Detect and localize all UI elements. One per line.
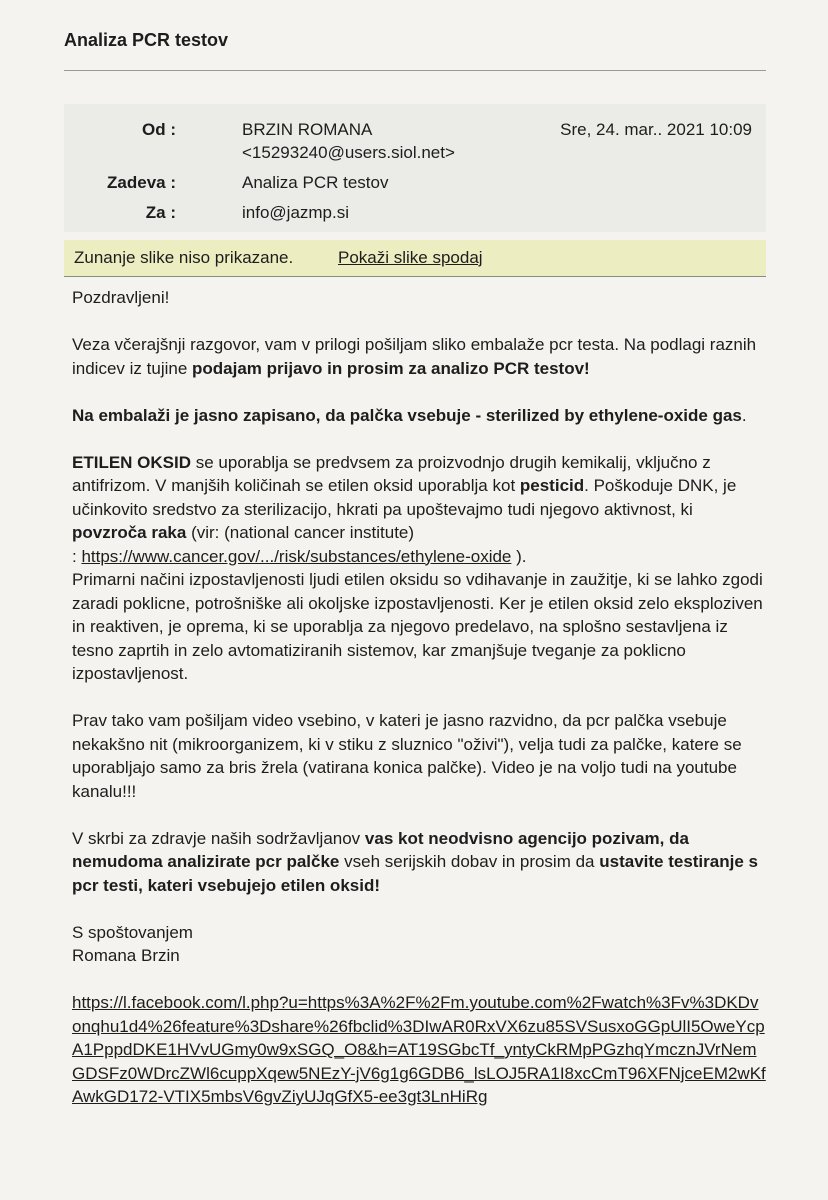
paragraph-3-bold-e: povzroča raka bbox=[72, 523, 187, 542]
from-name: BRZIN ROMANA bbox=[242, 120, 373, 139]
images-blocked-banner bbox=[64, 240, 766, 277]
paragraph-3-text-f: (vir: (national cancer institute) bbox=[186, 523, 415, 542]
title-divider bbox=[64, 70, 766, 71]
paragraph-3-bold-a: ETILEN OKSID bbox=[72, 452, 192, 472]
subject-label: Zadeva : bbox=[107, 173, 176, 192]
paragraph-5: Prav tako vam pošiljam video vsebino, v kateri je jasno razvidno, da pcr palčka vsebuje nekakšno nit (mikroorganizem, ki v stiku z sluznico "oživi"), velja tudi za palčke, katere se uporabljajo samo za bris žrela (vatirana konica palčke). Video je na voljo tudi na youtube kanalu!!! bbox=[72, 711, 742, 801]
paragraph-3-bold-c: pesticid bbox=[519, 476, 585, 495]
paragraph-1 bbox=[72, 333, 766, 380]
paragraph-3-text-d: . Poškoduje DNK, je učinkovito sredstvo za sterilizacijo, hkrati pa upoštevajmo tudi njegovo aktivnost, ki bbox=[72, 476, 737, 519]
cancer-gov-link[interactable]: https://www.cancer.gov/.../risk/substances/ethylene-oxide bbox=[81, 546, 512, 566]
paragraph-6-text-c: vseh serijskih dobav in prosim da bbox=[339, 852, 600, 871]
from-label: Od : bbox=[142, 120, 176, 139]
paragraph-1-text: Veza včerajšnji razgovor, vam v prilogi pošiljam sliko embalaže pcr testa. Na podlagi raznih indicev iz tujine bbox=[72, 335, 757, 378]
paragraph-1-bold: podajam prijavo in prosim za analizo PCR testov! bbox=[192, 358, 590, 378]
banner-text: Zunanje slike niso prikazane. bbox=[74, 248, 294, 267]
signature: Romana Brzin bbox=[72, 946, 180, 965]
youtube-facebook-link[interactable]: https://l.facebook.com/l.php?u=https%3A%2F%2Fm.youtube.com%2Fwatch%3Fv%3DKDvonqhu1d4%26feature%3Dshare%26fbclid%3DIwAR0RxVX6zu85SVSusxoGGpUlI5OweYcpA1PppdDKE1HVvUGmy0w9xSGQ_O8&h=AT19SGbcTf_yntyCkRMpPGzhqYmcznJVrNemGDSFz0WDrcZWl6cuppXqew5NEzY-jV6g1g6GDB6_lsLOJ5RA1I8xcCmT96XFNjceEM2wKfAwkGD172-VTIX5mbsV6gvZiyUJqGfX5-ee3gt3LnHiRg bbox=[72, 993, 766, 1106]
email-date: Sre, 24. mar.. 2021 10:09 bbox=[560, 120, 752, 139]
to-value[interactable]: info@jazmp.si bbox=[242, 203, 350, 222]
paragraph-3-text-b: se uporablja se predvsem za proizvodnjo drugih kemikalij, vključno z antifrizom. V manjših količinah se etilen oksid uporablja kot bbox=[72, 452, 711, 495]
show-images-link[interactable]: Pokaži slike spodaj bbox=[338, 248, 483, 267]
closing: S spoštovanjem bbox=[72, 922, 193, 942]
paragraph-6-text-a: V skrbi za zdravje naših sodržavljanov bbox=[72, 828, 365, 848]
subject-value: Analiza PCR testov bbox=[242, 173, 389, 192]
paragraph-2-text: . bbox=[741, 405, 747, 425]
paragraph-2-bold: Na embalaži je jasno zapisano, da palčka vsebuje - sterilized by ethylene-oxide gas bbox=[72, 405, 742, 425]
email-header bbox=[64, 104, 766, 232]
from-email[interactable]: <15293240@users.siol.net> bbox=[242, 143, 455, 162]
page-title: Analiza PCR testov bbox=[64, 30, 229, 50]
greeting: Pozdravljeni! bbox=[72, 288, 170, 307]
paragraph-3-text-h: ). bbox=[511, 546, 527, 566]
paragraph-3 bbox=[72, 451, 766, 569]
paragraph-6 bbox=[72, 827, 766, 898]
paragraph-6-bold-d: ustavite testiranje s pcr testi, kateri vsebujejo etilen oksid! bbox=[72, 852, 758, 895]
paragraph-2 bbox=[72, 404, 766, 428]
email-body bbox=[72, 286, 766, 1109]
paragraph-6-bold-b: vas kot neodvisno agencijo pozivam, da nemudoma analizirate pcr palčke bbox=[72, 828, 689, 871]
to-label: Za : bbox=[145, 203, 176, 222]
paragraph-4: Primarni načini izpostavljenosti ljudi etilen oksidu so vdihavanje in zaužitje, ki se lahko zgodi zaradi poklicne, potrošniške ali okoljske izpostavljenosti. Ker je etilen oksid zelo eksploziven in reaktiven, je oprema, ki se uporablja za njegovo predelavo, na splošno sestavljena iz tesno zaprtih in zelo avtomatiziranih sistemov, kar zmanjšuje tveganje za poklicno izpostavljenost. bbox=[72, 570, 763, 683]
paragraph-3-text-g: : bbox=[72, 546, 82, 566]
